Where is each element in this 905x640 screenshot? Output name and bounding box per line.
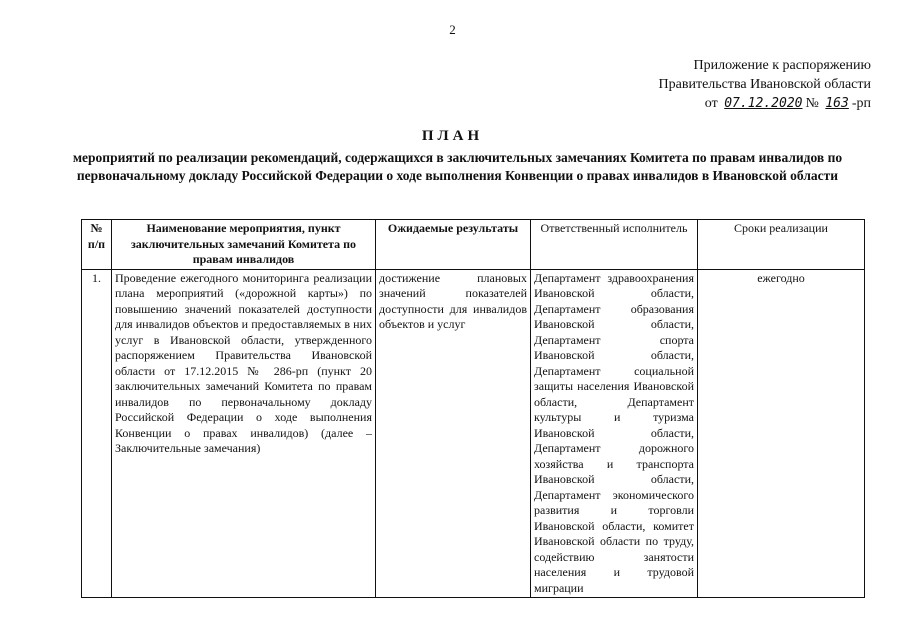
header-deadline: Сроки реализации — [698, 220, 865, 270]
header-results: Ожидаемые результаты — [376, 220, 531, 270]
plan-table — [81, 219, 865, 598]
table-header-row — [82, 220, 865, 270]
header-name — [112, 220, 376, 270]
appendix-number: 163 — [825, 96, 849, 111]
appendix-date: 07.12.2020 — [724, 96, 803, 111]
row-name: Проведение ежегодного мониторинга реализации плана мероприятий («дорожной карты») по повышению значений показателей доступности для инвалидов объектов и предоставляемых в них услуг в Ивановской области, утвержденного распоряжением Правительства Ивановской области от 17.12.2015 № 286-рп (пункт 20 заключительных замечаний Комитета по правам инвалидов по первоначальному докладу Российской Федерации о ходе выполнения Конвенции о правах инвалидов) (далее – Заключительные замечания) — [112, 269, 376, 598]
appendix-line-3 — [659, 94, 871, 113]
appendix-number-label: № — [805, 96, 819, 111]
table-row — [82, 269, 865, 598]
row-responsible: Департамент здравоохранения Ивановской области, Департамент образования Ивановской области, Департамент спорта Ивановской области, Департамент социальной защиты населения Ивановской области, Департамент культуры и туризма Ивановской области, Департамент дорожного хозяйства и транспорта Ивановской области, Департамент экономического развития и торговли Ивановской области, комитет Ивановской области по труду, содействию занятости населения и трудовой миграции — [531, 269, 698, 598]
page-number: 2 — [449, 22, 456, 37]
appendix-from-label: от — [704, 96, 718, 111]
row-deadline: ежегодно — [698, 269, 865, 598]
header-num: № п/п — [82, 220, 112, 270]
document-subtitle: мероприятий по реализации рекомендаций, содержащихся в заключительных замечаниях Комитета по правам инвалидов по первоначальному докладу Российской Федерации о ходе выполнения Конвенции о правах инвалидов в Ивановской области — [72, 150, 843, 183]
appendix-line-2: Правительства Ивановской области — [658, 77, 871, 92]
header-name-text: Наименование мероприятия, пункт заключительных замечаний Комитета по правам инвалидов — [130, 221, 357, 266]
row-results: достижение плановых значений показателей доступности для инвалидов объектов и услуг — [376, 269, 531, 598]
appendix-block — [659, 56, 871, 113]
appendix-suffix: -рп — [851, 96, 871, 111]
header-responsible: Ответственный исполнитель — [531, 220, 698, 270]
row-num: 1. — [82, 269, 112, 598]
document-title: ПЛАН — [421, 128, 484, 144]
appendix-line-1: Приложение к распоряжению — [693, 58, 871, 73]
